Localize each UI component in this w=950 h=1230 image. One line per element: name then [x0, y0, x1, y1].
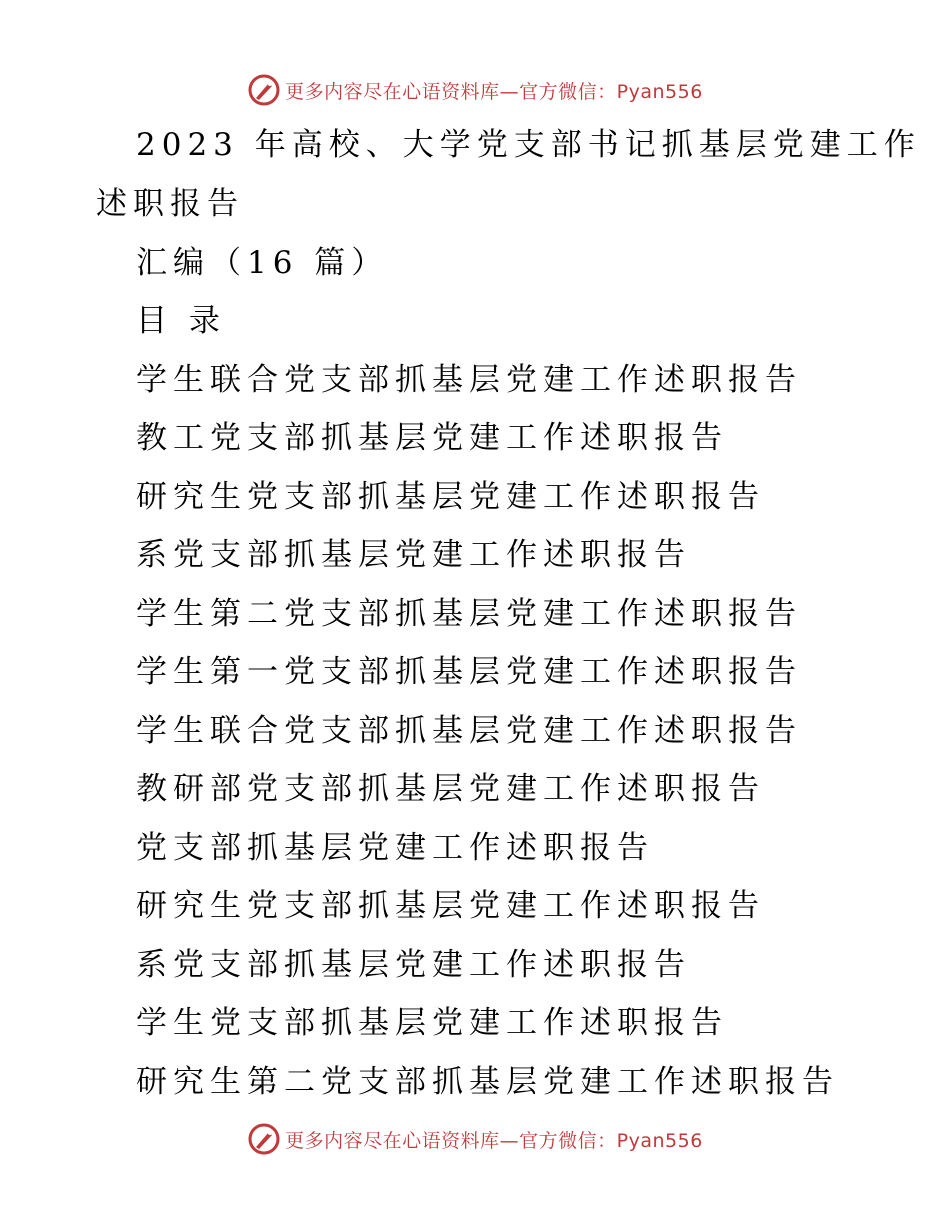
document-title-line-2: 述职报告 — [96, 186, 244, 222]
toc-item: 学生第二党支部抓基层党建工作述职报告 — [136, 596, 802, 632]
toc-item: 学生第一党支部抓基层党建工作述职报告 — [136, 654, 802, 690]
toc-item: 学生联合党支部抓基层党建工作述职报告 — [136, 713, 802, 749]
toc-item: 党支部抓基层党建工作述职报告 — [136, 830, 654, 866]
header-banner — [0, 70, 950, 110]
toc-item: 研究生党支部抓基层党建工作述职报告 — [136, 479, 765, 515]
toc-item: 学生党支部抓基层党建工作述职报告 — [136, 1005, 728, 1041]
toc-heading: 目 录 — [136, 303, 226, 339]
pen-nib-logo-icon — [247, 73, 281, 107]
header-banner-text: 更多内容尽在心语资料库—官方微信：Pyan556 — [285, 80, 703, 103]
pen-nib-logo-icon — [247, 1122, 281, 1156]
toc-item: 学生联合党支部抓基层党建工作述职报告 — [136, 362, 802, 398]
document-title-line-1: 2023 年高校、大学党支部书记抓基层党建工作 — [136, 127, 921, 163]
toc-item: 系党支部抓基层党建工作述职报告 — [136, 947, 691, 983]
toc-item: 教研部党支部抓基层党建工作述职报告 — [136, 771, 765, 807]
footer-banner — [0, 1119, 950, 1159]
footer-banner-text: 更多内容尽在心语资料库—官方微信：Pyan556 — [285, 1129, 703, 1152]
document-subtitle: 汇编（16 篇） — [136, 245, 389, 281]
toc-item: 研究生第二党支部抓基层党建工作述职报告 — [136, 1064, 839, 1100]
toc-item: 研究生党支部抓基层党建工作述职报告 — [136, 888, 765, 924]
toc-item: 系党支部抓基层党建工作述职报告 — [136, 537, 691, 573]
toc-item: 教工党支部抓基层党建工作述职报告 — [136, 420, 728, 456]
